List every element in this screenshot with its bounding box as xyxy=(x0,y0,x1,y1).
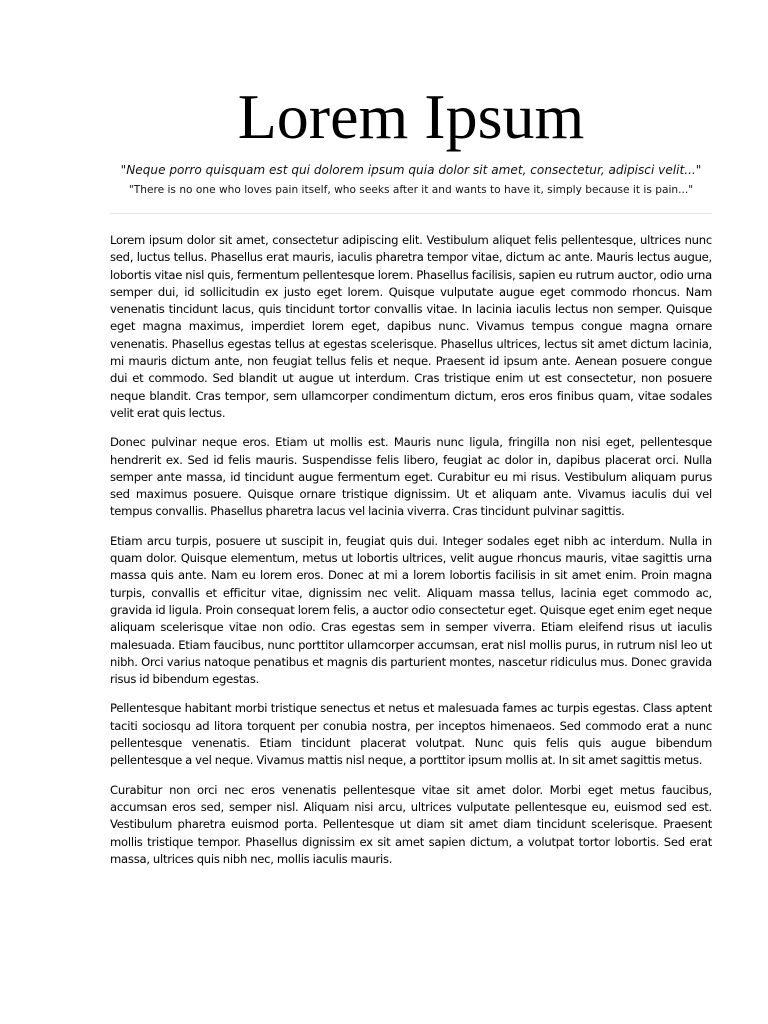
paragraph-2: Donec pulvinar neque eros. Etiam ut mollis est. Mauris nunc ligula, fringilla non nisi eget, pellentesque hendrerit ex. Sed id felis mauris. Suspendisse felis libero, feugiat ac dolor in, dapibus placerat orci. Nulla semper ante massa, id tincidunt augue fermentum eget. Curabitur eu mi risus. Vestibulum aliquam purus sed maximus posuere. Quisque ornare tristique dignissim. Ut et aliquam ante. Vivamus iaculis dui vel tempus convallis. Phasellus pharetra lacus vel lacinia viverra. Cras tincidunt pulvinar sagittis. xyxy=(110,435,712,519)
document-page xyxy=(110,0,712,880)
paragraph-3: Etiam arcu turpis, posuere ut suscipit in, feugiat quis dui. Integer sodales eget nibh ac interdum. Nulla in quam dolor. Quisque elementum, metus ut lobortis ultrices, velit augue rhoncus mauris, vitae sagittis urna massa quis ante. Nam eu lorem eros. Donec at mi a lorem lobortis facilisis in sit amet enim. Proin magna turpis, convallis et efficitur vitae, dignissim nec velit. Aliquam massa tellus, lacinia eget commodo ac, gravida id ligula. Proin consequat lorem felis, a auctor odio consectetur eget. Quisque eget enim eget neque aliquam scelerisque vitae non odio. Cras egestas sem in semper viverra. Etiam eleifend risus ut iaculis malesuada. Etiam faucibus, nunc porttitor ullamcorper accumsan, erat nisl mollis purus, in rutrum nisl leo ut nibh. Orci varius natoque penatibus et magnis dis parturient montes, nascetur ridiculus mus. Donec gravida risus id bibendum egestas. xyxy=(110,533,712,687)
paragraph-4: Pellentesque habitant morbi tristique senectus et netus et malesuada fames ac turpis egestas. Class aptent taciti sociosqu ad litora torquent per conubia nostra, per inceptos himenaeos. Sed commodo erat a nunc pellentesque venenatis. Etiam tincidunt placerat volutpat. Nunc quis felis quis augue bibendum pellentesque a vel neque. Vivamus mattis nisl neque, a porttitor ipsum mollis at. In sit amet sagittis metus. xyxy=(110,701,712,768)
paragraph-5: Curabitur non orci nec eros venenatis pellentesque vitae sit amet dolor. Morbi eget metus faucibus, accumsan eros sed, semper nisl. Aliquam nisi arcu, ultrices vulputate pellentesque eu, euismod sed est. Vestibulum pharetra euismod porta. Pellentesque ut diam sit amet diam tincidunt scelerisque. Praesent mollis tristique tempor. Phasellus dignissim ex sit amet sapien dictum, a volutpat tortor lobortis. Sed erat massa, ultrices quis nibh nec, mollis iaculis mauris. xyxy=(110,782,712,866)
paragraph-1: Lorem ipsum dolor sit amet, consectetur adipiscing elit. Vestibulum aliquet felis pellentesque, ultrices nunc sed, luctus tellus. Phasellus erat mauris, iaculis pharetra tempor vitae, dictum ac ante. Mauris lectus augue, lobortis vitae nisl quis, fermentum pellentesque lorem. Phasellus facilisis, sapien eu rutrum auctor, odio urna semper dui, id sollicitudin ex justo eget lorem. Quisque vulputate augue eget commodo rhoncus. Nam venenatis tincidunt lacus, quis tincidunt tortor convallis vitae. In lacinia iaculis lectus non semper. Quisque eget magna maximus, imperdiet lorem eget, dapibus nunc. Vivamus tempus congue magna ornare venenatis. Phasellus egestas tellus at egestas scelerisque. Phasellus ultrices, lectus sit amet dictum lacinia, mi mauris dictum ante, non feugiat tellus felis et neque. Praesent id ipsum ante. Aenean posuere congue dui et commodo. Sed blandit ut augue ut interdum. Cras tristique enim ut est consectetur, non posuere neque blandit. Cras tempor, sem ullamcorper condimentum dictum, eros eros finibus quam, vitae sodales velit erat quis lectus. xyxy=(110,233,712,420)
body-text xyxy=(110,232,712,868)
english-quote: "There is no one who loves pain itself, who seeks after it and wants to have it, simply because it is pain..." xyxy=(128,184,694,196)
latin-quote: "Neque porro quisquam est qui dolorem ipsum quia dolor sit amet, consectetur, adipisci velit..." xyxy=(120,163,702,177)
header-divider xyxy=(110,213,712,214)
page-title: Lorem Ipsum xyxy=(237,81,585,152)
